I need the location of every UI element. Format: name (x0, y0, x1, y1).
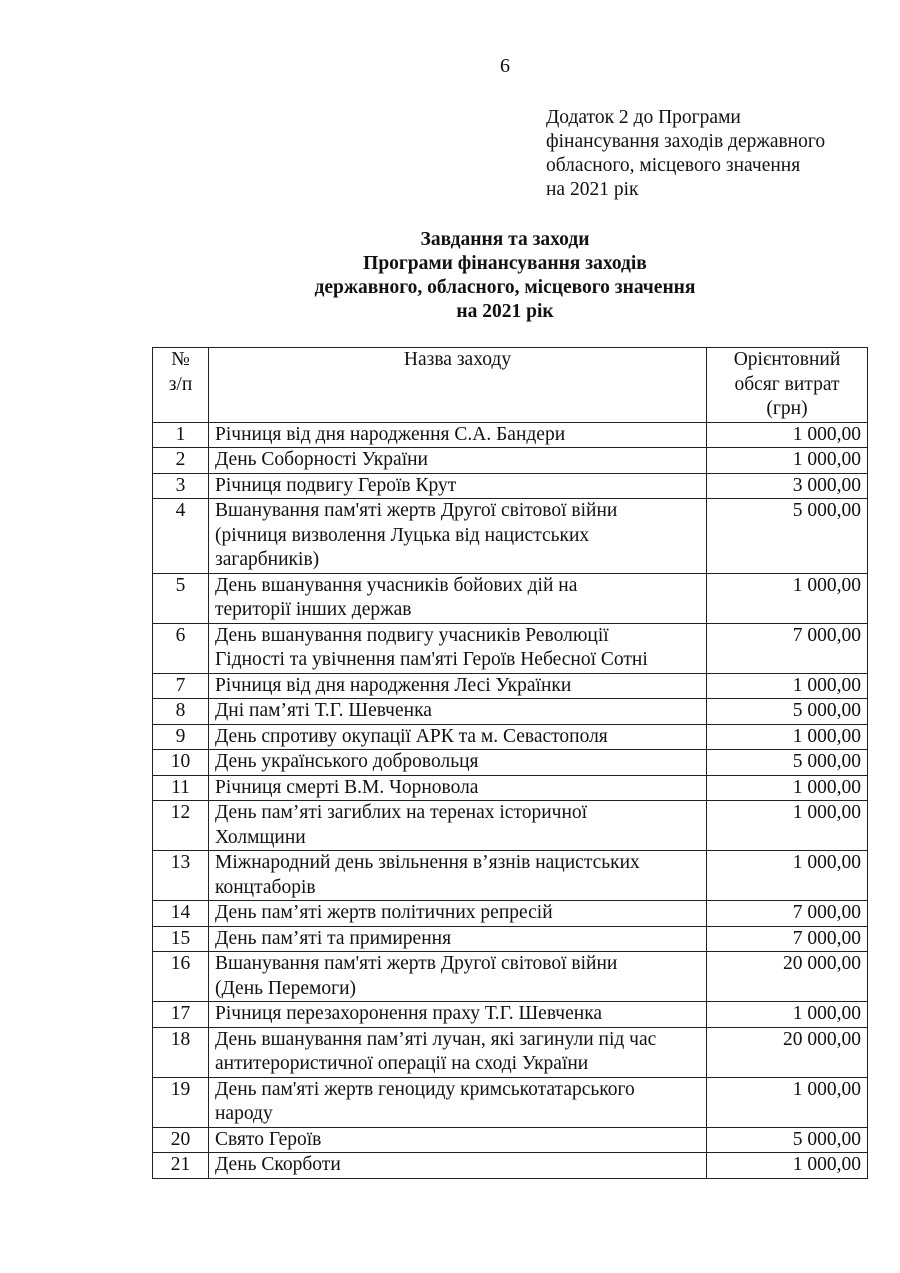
activity-name-line: День пам’яті жертв політичних репресій (215, 902, 553, 923)
appendix-line: фінансування заходів державного (546, 131, 826, 152)
table-row (153, 699, 868, 725)
page-number: 6 (500, 55, 510, 77)
activity-name-line: День вшанування учасників бойових дій на (215, 574, 578, 596)
activity-name-line: Вшанування пам'яті жертв Другої світової війни (215, 953, 618, 974)
row-number: 13 (153, 851, 209, 901)
table-row (153, 573, 868, 623)
header-estimated-cost: Орієнтовний обсяг витрат (грн) (707, 348, 868, 423)
activity-name (209, 750, 707, 776)
row-number: 15 (153, 926, 209, 952)
table-row (153, 422, 868, 448)
table-row (153, 1127, 868, 1153)
table-row (153, 926, 868, 952)
row-number: 9 (153, 724, 209, 750)
activity-name-line: Дні пам’яті Т.Г. Шевченка (215, 700, 432, 721)
estimated-cost: 1 000,00 (707, 1153, 868, 1179)
table-row (153, 901, 868, 927)
estimated-cost: 1 000,00 (707, 851, 868, 901)
row-number: 5 (153, 573, 209, 623)
activity-name (209, 724, 707, 750)
activities-table (152, 347, 868, 1179)
appendix-line: на 2021 рік (546, 179, 639, 200)
activity-name (209, 1077, 707, 1127)
row-number: 6 (153, 623, 209, 673)
activity-name (209, 623, 707, 673)
estimated-cost: 3 000,00 (707, 473, 868, 499)
activity-name (209, 926, 707, 952)
table-row (153, 1027, 868, 1077)
table-row (153, 623, 868, 673)
header-number: № з/п (153, 348, 209, 423)
table-row (153, 724, 868, 750)
activity-name (209, 1127, 707, 1153)
activity-name-line: народу (215, 1103, 273, 1124)
table-row (153, 750, 868, 776)
activity-name-line: Річниця від дня народження Лесі Українки (215, 674, 572, 696)
table-row (153, 801, 868, 851)
estimated-cost: 1 000,00 (707, 1002, 868, 1028)
row-number: 21 (153, 1153, 209, 1179)
estimated-cost: 1 000,00 (707, 724, 868, 750)
row-number: 14 (153, 901, 209, 927)
title-line: Завдання та заходи (420, 229, 590, 250)
title-line: державного, обласного, місцевого значення (314, 277, 696, 298)
table-body (153, 422, 868, 1178)
row-number: 7 (153, 673, 209, 699)
activity-name-line: (річниця визволення Луцька від нацистських (215, 524, 590, 546)
row-number: 16 (153, 952, 209, 1002)
activity-name-line: День вшанування подвигу учасників Революції (215, 624, 609, 646)
activity-name-line: Річниця смерті В.М. Чорновола (215, 776, 479, 798)
activity-name-line: День Соборності України (215, 449, 428, 470)
activity-name (209, 422, 707, 448)
row-number: 2 (153, 448, 209, 474)
estimated-cost: 5 000,00 (707, 699, 868, 725)
row-number: 19 (153, 1077, 209, 1127)
activity-name (209, 699, 707, 725)
table-header-row (153, 348, 868, 423)
estimated-cost: 20 000,00 (707, 952, 868, 1002)
appendix-line: обласного, місцевого значення (546, 155, 801, 176)
title-line: Програми фінансування заходів (363, 253, 647, 274)
row-number: 18 (153, 1027, 209, 1077)
estimated-cost: 1 000,00 (707, 448, 868, 474)
estimated-cost: 7 000,00 (707, 623, 868, 673)
row-number: 1 (153, 422, 209, 448)
activity-name-line: (День Перемоги) (215, 977, 357, 999)
row-number: 4 (153, 499, 209, 574)
row-number: 8 (153, 699, 209, 725)
activity-name-line: Гідності та увічнення пам'яті Героїв Небесної Сотні (215, 649, 648, 670)
activity-name-line: концтаборів (215, 876, 316, 898)
estimated-cost: 1 000,00 (707, 775, 868, 801)
row-number: 11 (153, 775, 209, 801)
table-row (153, 473, 868, 499)
appendix-note (546, 106, 825, 202)
table-row (153, 673, 868, 699)
title-line: на 2021 рік (456, 301, 554, 322)
row-number: 17 (153, 1002, 209, 1028)
estimated-cost: 1 000,00 (707, 422, 868, 448)
activity-name-line: День пам'яті жертв геноциду кримськотатарського (215, 1078, 635, 1100)
table-row (153, 448, 868, 474)
activity-name-line: День українського добровольця (215, 751, 479, 772)
activity-name-line: Річниця перезахоронення праху Т.Г. Шевченка (215, 1003, 603, 1024)
activity-name-line: День вшанування пам’яті лучан, які загинули під час (215, 1028, 657, 1050)
estimated-cost: 1 000,00 (707, 1077, 868, 1127)
appendix-line: Додаток 2 до Програми (546, 107, 741, 128)
estimated-cost: 7 000,00 (707, 926, 868, 952)
row-number: 20 (153, 1127, 209, 1153)
activity-name (209, 573, 707, 623)
row-number: 10 (153, 750, 209, 776)
activity-name-line: Міжнародний день звільнення в’язнів нацистських (215, 852, 640, 873)
activity-name-line: День Скорботи (215, 1154, 341, 1175)
row-number: 12 (153, 801, 209, 851)
activity-name (209, 1002, 707, 1028)
activity-name-line: території інших держав (215, 599, 412, 620)
activity-name-line: Вшанування пам'яті жертв Другої світової війни (215, 500, 618, 521)
activity-name (209, 901, 707, 927)
activity-name-line: Свято Героїв (215, 1128, 322, 1150)
table-row (153, 851, 868, 901)
activity-name-line: Річниця від дня народження С.А. Бандери (215, 423, 566, 445)
estimated-cost: 5 000,00 (707, 499, 868, 574)
table-row (153, 1002, 868, 1028)
table-row (153, 1153, 868, 1179)
activity-name (209, 801, 707, 851)
activity-name (209, 673, 707, 699)
estimated-cost: 20 000,00 (707, 1027, 868, 1077)
header-activity-name: Назва заходу (209, 348, 707, 423)
table-row (153, 952, 868, 1002)
activity-name (209, 448, 707, 474)
table-row (153, 775, 868, 801)
estimated-cost: 1 000,00 (707, 573, 868, 623)
estimated-cost: 1 000,00 (707, 673, 868, 699)
activity-name-line: антитерористичної операції на сході України (215, 1053, 589, 1074)
row-number: 3 (153, 473, 209, 499)
activity-name (209, 1153, 707, 1179)
activity-name-line: Річниця подвигу Героїв Крут (215, 474, 457, 496)
activity-name (209, 499, 707, 574)
table-row (153, 499, 868, 574)
activity-name (209, 775, 707, 801)
activity-name (209, 1027, 707, 1077)
activity-name (209, 952, 707, 1002)
estimated-cost: 5 000,00 (707, 750, 868, 776)
activity-name (209, 473, 707, 499)
estimated-cost: 7 000,00 (707, 901, 868, 927)
estimated-cost: 1 000,00 (707, 801, 868, 851)
document-title (0, 228, 900, 324)
activity-name-line: День пам’яті загиблих на теренах історичної (215, 802, 588, 823)
estimated-cost: 5 000,00 (707, 1127, 868, 1153)
activity-name-line: Холмщини (215, 826, 306, 848)
activity-name (209, 851, 707, 901)
activity-name-line: загарбників) (215, 549, 320, 570)
table-row (153, 1077, 868, 1127)
activity-name-line: День спротиву окупації АРК та м. Севастополя (215, 725, 608, 747)
activity-name-line: День пам’яті та примирення (215, 927, 452, 949)
